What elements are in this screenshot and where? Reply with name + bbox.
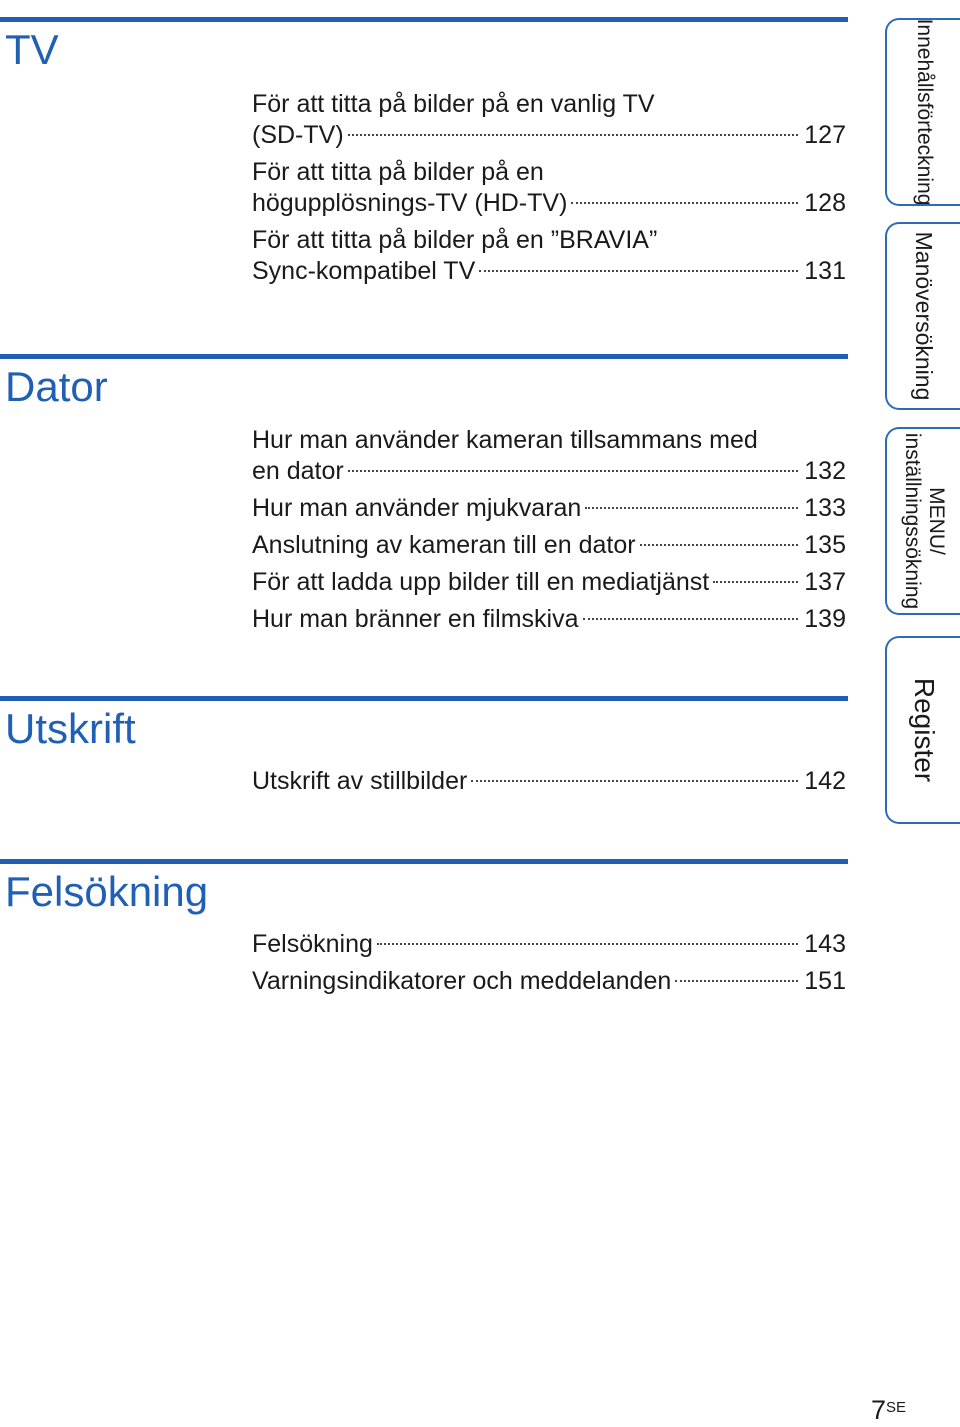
entry-title-line: Utskrift av stillbilder [252,767,468,795]
page-number: 137 [804,568,846,596]
section-entries [252,766,846,797]
toc-entry[interactable] [252,225,846,287]
page-number: 133 [804,494,846,522]
entry-title-line: Felsökning [252,930,373,958]
tab-index-label: Register [908,677,940,783]
entry-title-line: För att titta på bilder på en [252,158,544,186]
toc-entry[interactable] [252,89,846,151]
entry-title-line: Sync-kompatibel TV [252,257,476,285]
footer-page-number: 7 [871,1395,887,1425]
entry-title-line: För att titta på bilder på en vanlig TV [252,90,655,118]
page-number: 151 [804,967,846,995]
tab-operation-search[interactable] [885,222,960,410]
entry-title-line: högupplösnings-TV (HD-TV) [252,189,568,217]
page-number-footer [871,1395,906,1425]
dot-leader [585,507,798,509]
toc-entry[interactable] [252,425,846,487]
page-number: 135 [804,531,846,559]
entry-title-line: (SD-TV) [252,121,344,149]
footer-page-suffix: SE [886,1399,907,1416]
tab-menu-settings-search[interactable] [885,427,960,615]
page-number: 139 [804,605,846,633]
page-number: 128 [804,189,846,217]
tab-contents[interactable] [885,18,960,206]
dot-leader [479,270,798,272]
tab-menu-settings-search-label [900,433,948,609]
section-rule [0,17,848,22]
toc-entry[interactable] [252,567,846,598]
dot-leader [640,544,799,546]
section-rule [0,696,848,701]
section-title: TV [5,26,59,73]
dot-leader [713,581,798,583]
dot-leader [583,618,799,620]
tab-menu-label-line2: inställningssökning [900,432,924,610]
page-number: 132 [804,457,846,485]
tab-menu-label-line1: MENU/ [924,487,948,555]
section-entries [252,929,846,997]
section-rule [0,354,848,359]
toc-entry[interactable] [252,766,846,797]
page-number: 142 [804,767,846,795]
page-number: 143 [804,930,846,958]
entry-title-line: För att titta på bilder på en ”BRAVIA” [252,226,658,254]
entry-title-line: Hur man bränner en filmskiva [252,605,579,633]
toc-entry[interactable] [252,929,846,960]
page-number: 131 [804,257,846,285]
tab-operation-search-label: Manöversökning [910,231,937,401]
toc-entry[interactable] [252,530,846,561]
section-title: Utskrift [5,705,136,752]
page-number: 127 [804,121,846,149]
toc-entry[interactable] [252,493,846,524]
tab-contents-label: Innehållsförteckning [912,18,936,206]
dot-leader [471,780,798,782]
dot-leader [571,202,798,204]
tab-index[interactable] [885,636,960,824]
entry-title-line: Anslutning av kameran till en dator [252,531,636,559]
dot-leader [675,980,798,982]
entry-title-line: Varningsindikatorer och meddelanden [252,967,672,995]
section-title: Dator [5,363,108,410]
entry-title-line: Hur man använder mjukvaran [252,494,582,522]
toc-entry[interactable] [252,966,846,997]
toc-entry[interactable] [252,157,846,219]
toc-entry[interactable] [252,604,846,635]
dot-leader [348,134,799,136]
entry-title-line: Hur man använder kameran tillsammans med [252,426,758,454]
dot-leader [377,943,798,945]
section-entries [252,89,846,287]
entry-title-line: en dator [252,457,344,485]
section-rule [0,859,848,864]
section-entries [252,425,846,635]
dot-leader [348,470,799,472]
entry-title-line: För att ladda upp bilder till en mediatjänst [252,568,710,596]
section-title: Felsökning [5,868,209,915]
